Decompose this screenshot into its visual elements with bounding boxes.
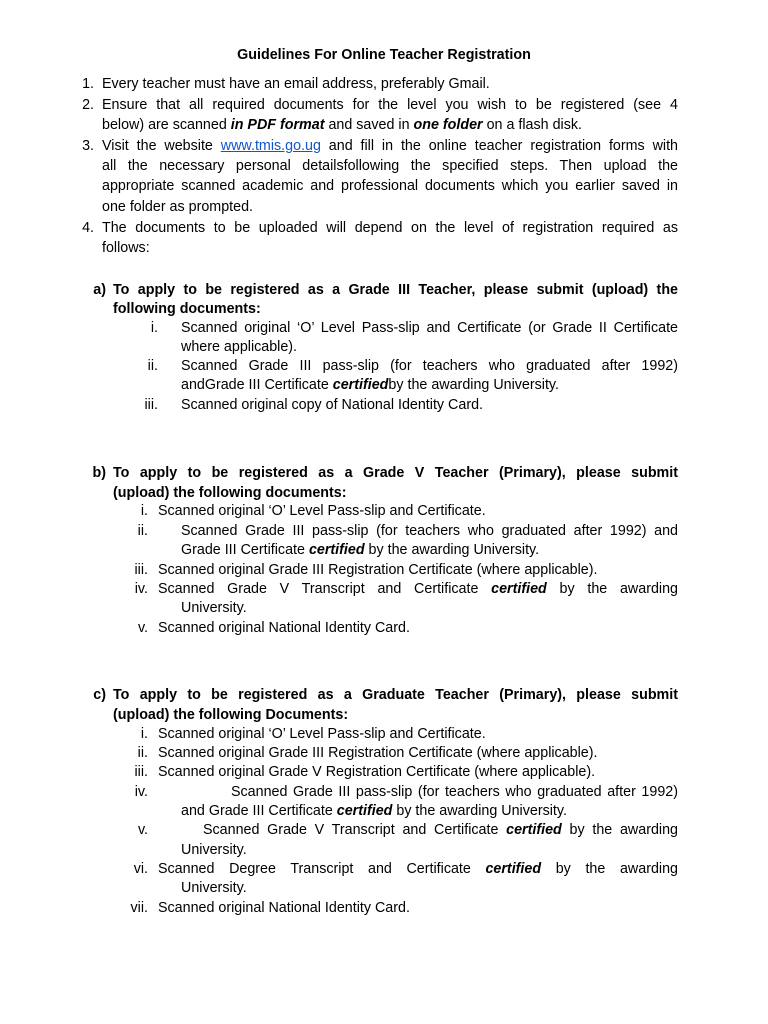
list-item-text: Every teacher must have an email address, preferably Gmail. xyxy=(102,76,490,92)
list-item-text: The documents to be uploaded will depend on the level of registration required as xyxy=(102,220,678,236)
list-item-text: follows: xyxy=(102,240,150,256)
list-item-text: Ensure that all required documents for the level you wish to be registered (see 4 xyxy=(102,97,678,113)
item-number: i. xyxy=(140,503,148,519)
section-label: c) xyxy=(93,687,106,703)
list-number: 1. xyxy=(82,76,94,92)
item-text: Scanned Grade III pass-slip (for teachers who graduated after 1992) xyxy=(181,358,678,374)
item-text: Scanned original Grade III Registration Certificate (where applicable). xyxy=(158,562,598,578)
section-heading: (upload) the following documents: xyxy=(113,485,347,501)
section-heading: following documents: xyxy=(113,301,261,317)
item-text: Scanned original Grade III Registration Certificate (where applicable). xyxy=(158,745,598,761)
item-number: iii. xyxy=(144,397,158,413)
item-text: Scanned Grade III pass-slip (for teachers who graduated after 1992) and xyxy=(181,523,678,539)
item-text: University. xyxy=(181,842,247,858)
item-text: Scanned original National Identity Card. xyxy=(158,900,410,916)
list-number: 2. xyxy=(82,97,94,113)
item-number: iii. xyxy=(134,562,148,578)
item-text: and Grade III Certificate certified by the awarding University. xyxy=(181,803,567,819)
list-item-text: appropriate scanned academic and professional documents which you earlier saved in xyxy=(102,178,678,194)
item-text: Scanned original ‘O’ Level Pass-slip and Certificate (or Grade II Certificate xyxy=(181,320,678,336)
item-number: v. xyxy=(137,620,148,636)
list-item-text: all the necessary personal detailsfollowing the specified steps. Then upload the xyxy=(102,158,678,174)
section-label: b) xyxy=(92,465,106,481)
item-text: Scanned original ‘O’ Level Pass-slip and Certificate. xyxy=(158,503,486,519)
item-text: Scanned original copy of National Identity Card. xyxy=(181,397,484,413)
page-title: Guidelines For Online Teacher Registration xyxy=(237,47,531,63)
item-text: andGrade III Certificate certifiedby the awarding University. xyxy=(181,377,559,393)
list-item-text: Visit the website www.tmis.go.ug and fill in the online teacher registration forms with xyxy=(102,138,678,154)
section-heading: (upload) the following Documents: xyxy=(113,707,349,723)
list-number: 4. xyxy=(82,220,94,236)
item-number: iii. xyxy=(134,764,148,780)
list-item-text: one folder as prompted. xyxy=(102,199,254,215)
item-text: Scanned original ‘O’ Level Pass-slip and Certificate. xyxy=(158,726,486,742)
item-number: ii. xyxy=(137,523,148,539)
section-heading: To apply to be registered as a Grade V Teacher (Primary), please submit xyxy=(113,465,678,481)
item-number: iv. xyxy=(134,784,148,800)
item-number: vii. xyxy=(130,900,148,916)
item-number: ii. xyxy=(147,358,158,374)
list-number: 3. xyxy=(82,138,94,154)
section-heading: To apply to be registered as a Graduate Teacher (Primary), please submit xyxy=(113,687,678,703)
item-text: Scanned Grade III pass-slip (for teachers who graduated after 1992) xyxy=(231,784,678,800)
item-number: v. xyxy=(137,822,148,838)
tmis-website-link[interactable]: www.tmis.go.ug xyxy=(220,138,321,154)
section-heading: To apply to be registered as a Grade III Teacher, please submit (upload) the xyxy=(113,282,678,298)
item-text: University. xyxy=(181,600,247,616)
item-number: i. xyxy=(150,320,158,336)
list-item-text: below) are scanned in PDF format and saved in one folder on a flash disk. xyxy=(102,117,582,133)
item-text: Scanned original Grade V Registration Certificate (where applicable). xyxy=(158,764,596,780)
item-text: Scanned Degree Transcript and Certificate certified by the awarding xyxy=(158,861,678,877)
item-number: i. xyxy=(140,726,148,742)
item-text: University. xyxy=(181,880,247,896)
item-text: where applicable). xyxy=(181,339,298,355)
item-number: iv. xyxy=(134,581,148,597)
item-number: ii. xyxy=(137,745,148,761)
item-text: Grade III Certificate certified by the awarding University. xyxy=(181,542,540,558)
item-text: Scanned original National Identity Card. xyxy=(158,620,410,636)
item-text: Scanned Grade V Transcript and Certificate certified by the awarding xyxy=(158,581,678,597)
item-text: Scanned Grade V Transcript and Certificate certified by the awarding xyxy=(203,822,678,838)
section-label: a) xyxy=(93,282,106,298)
item-number: vi. xyxy=(133,861,148,877)
